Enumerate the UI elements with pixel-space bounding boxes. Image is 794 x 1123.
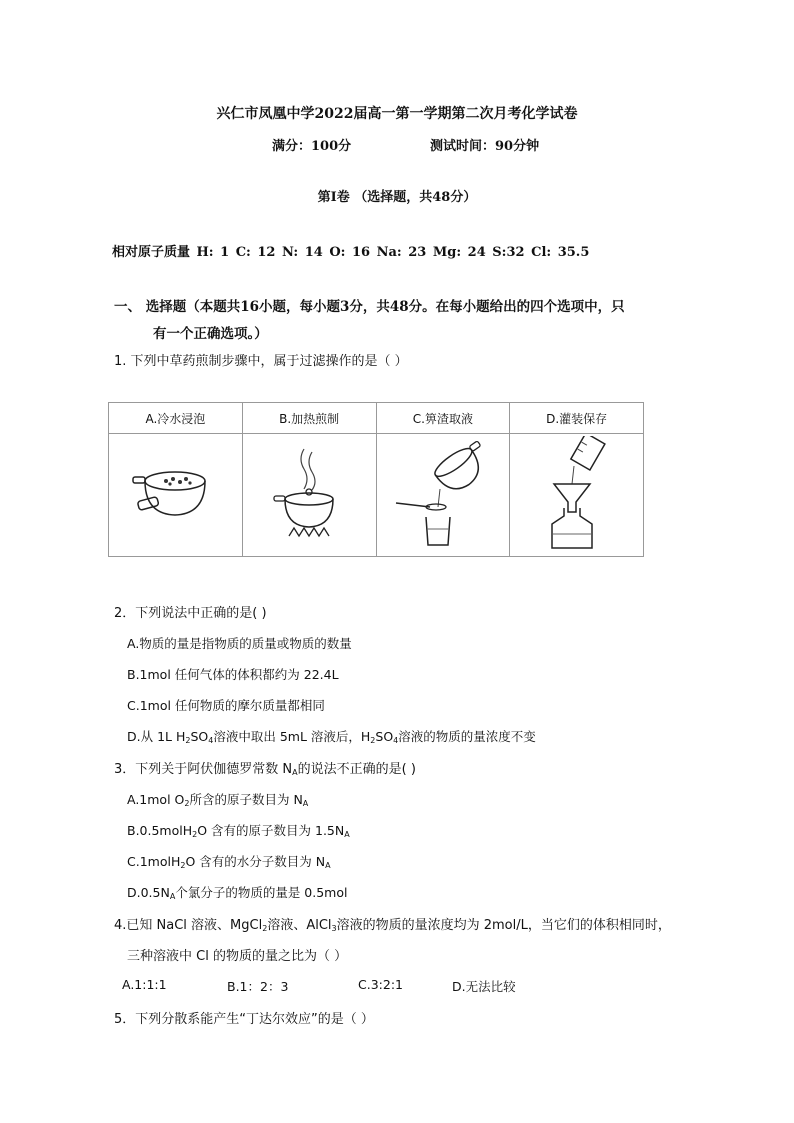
question-1-stem: 1. 下列中草药煎制步骤中，属于过滤操作的是（ ） — [114, 354, 408, 369]
question-2-option-d: D.从 1L $H_2SO_4$溶液中取出 5mL 溶液后，$H_2SO_4$溶液的物质的量浓度不变 — [127, 729, 536, 745]
question-4-option-a: A.1:1:1 — [122, 977, 167, 992]
pot-heating-icon — [264, 444, 354, 544]
question-3-option-d: $D.0.5N_A$个氯分子的物质的量是 0.5mol — [127, 885, 348, 901]
exam-title: 兴仁市凤凰中学2022届高一第一学期第二次月考化学试卷 — [216, 106, 578, 122]
question-3-option-b: B.0.5molH$_2$O 含有的原子数目为 $1.5N_A$ — [127, 823, 350, 839]
pot-soaking-icon — [130, 459, 220, 529]
test-time: 测试时间：90分钟 — [430, 139, 540, 154]
option-b-image — [242, 434, 376, 557]
option-c-header: C.箅渣取液 — [376, 403, 510, 434]
part-title: 第Ⅰ卷 （选择题，共48分） — [317, 190, 477, 205]
atomic-masses: 相对原子质量 H: 1 C: 12 N: 14 O: 16 Na: 23 Mg: 24 S:32 Cl: 35.5 — [112, 245, 590, 260]
option-a-header: A.冷水浸泡 — [109, 403, 243, 434]
question-2-option-c: C.1mol 任何物质的摩尔质量都相同 — [127, 698, 325, 713]
option-d-header: D.灌装保存 — [510, 403, 644, 434]
question-2-option-b: B.1mol 任何气体的体积都约为 22.4L — [127, 667, 339, 682]
funnel-bottle-icon — [522, 436, 632, 551]
question-4-option-c: C.3:2:1 — [358, 977, 403, 992]
question-4-stem: 4.已知 NaCl 溶液、MgCl$_2$溶液、AlCl$_3$溶液的物质的量浓度均为 2mol/L，当它们的体积相同时， — [114, 918, 671, 933]
strainer-pouring-icon — [388, 439, 498, 549]
question-2-option-a: A.物质的量是指物质的质量或物质的数量 — [127, 636, 352, 651]
question-3-option-a: A.1mol $O_2$所含的原子数目为 $N_A$ — [127, 792, 309, 808]
question-5-stem: 5．下列分散系能产生“丁达尔效应”的是（ ） — [114, 1012, 374, 1027]
question-2-stem: 2．下列说法中正确的是( ) — [114, 606, 267, 621]
section-heading: 一、 选择题（本题共16小题，每小题3分，共48分。在每小题给出的四个选项中，只 — [114, 299, 625, 315]
question-3-option-c: C.1molH$_2$O 含有的水分子数目为 $N_A$ — [127, 854, 331, 870]
option-a-image — [109, 434, 243, 557]
option-c-image — [376, 434, 510, 557]
question-3-stem: 3．下列关于阿伏伽德罗常数 $N_A$的说法不正确的是( ) — [114, 762, 416, 777]
question-4-option-d: D.无法比较 — [452, 979, 516, 994]
section-heading-cont: 有一个正确选项。） — [153, 326, 268, 342]
option-d-image — [510, 434, 644, 557]
question-4-option-b: B.1：2：3 — [227, 979, 289, 994]
option-b-header: B.加热煎制 — [242, 403, 376, 434]
question-4-stem-cont: 三种溶液中 Cl 的物质的量之比为（ ） — [127, 949, 348, 964]
full-score: 满分：100分 — [272, 139, 352, 154]
question-1-table — [108, 402, 644, 557]
